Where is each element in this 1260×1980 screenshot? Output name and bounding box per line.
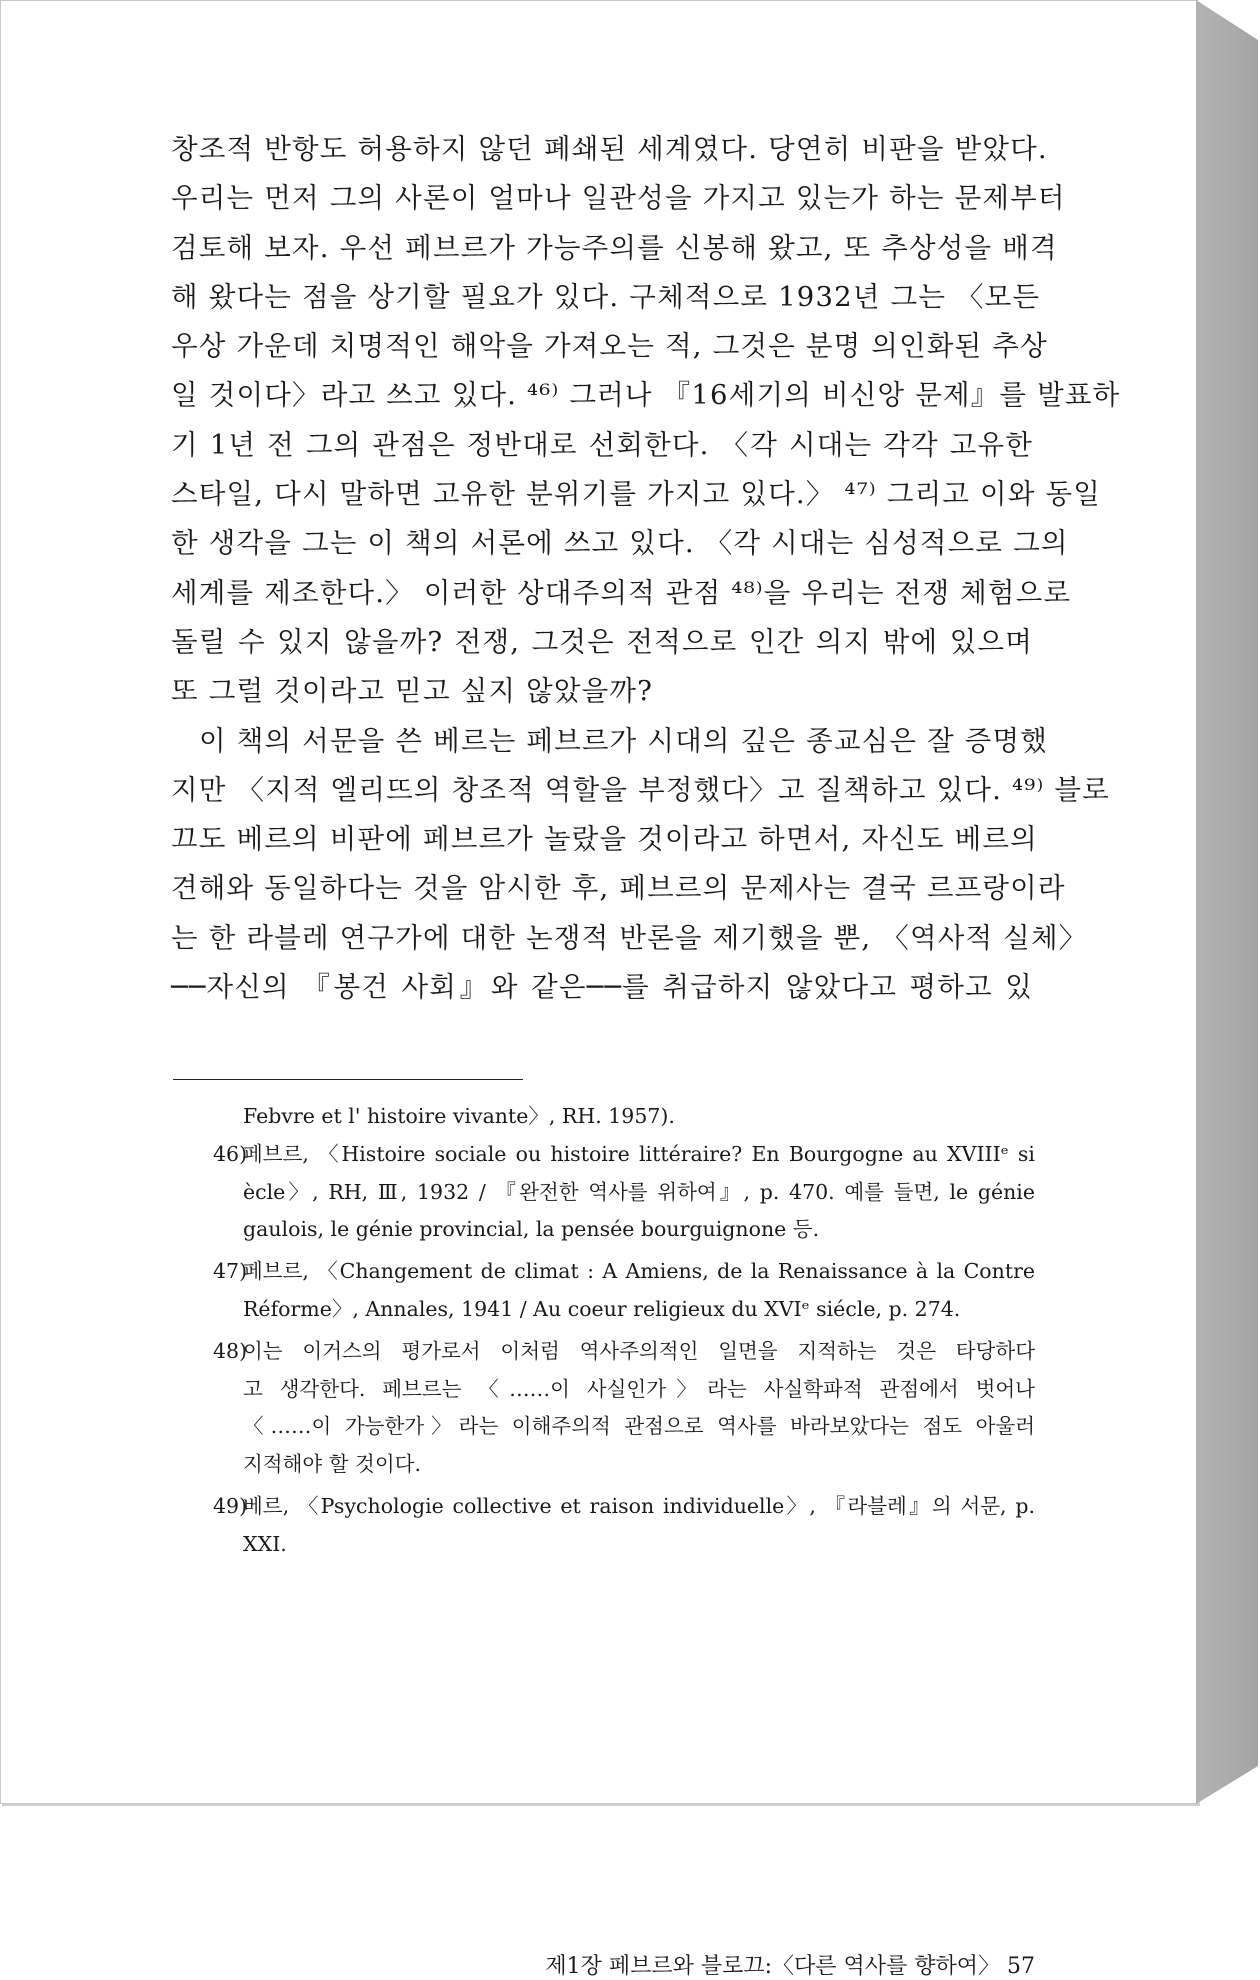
footnote-46 [213,1136,1035,1249]
footnote-line: 〈……이 가능한가〉라는 이해주의적 관점으로 역사를 바라보았다는 점도 아울러 [243,1414,1035,1439]
footnote-line: ècle〉, RH, Ⅲ, 1932 / 『완전한 역사를 위하여』, p. 470. 예를 들면, le génie [243,1179,1035,1204]
body-line: 세계를 제조한다.〉 이러한 상대주의적 관점 ⁴⁸⁾을 우리는 전쟁 체험으로 [171,576,1072,609]
body-line: 견해와 동일하다는 것을 암시한 후, 페브르의 문제사는 결국 르프랑이라 [171,872,1066,905]
footnote-48 [213,1333,1035,1484]
footnote-line: 페브르, 〈Histoire sociale ou histoire littéraire? En Bourgogne au XVIIIᵉ si [243,1141,1035,1166]
body-line: 지만 〈지적 엘리뜨의 창조적 역할을 부정했다〉고 질책하고 있다. ⁴⁹⁾ 블로 [171,773,1110,806]
footnote-line: 이는 이거스의 평가로서 이처럼 역사주의적인 일면을 지적하는 것은 타당하다 [243,1338,1035,1363]
body-line: 우리는 먼저 그의 사론이 얼마나 일관성을 가지고 있는가 하는 문제부터 [171,182,1066,215]
body-line: 끄도 베르의 비판에 페브르가 놀랐을 것이라고 하면서, 자신도 베르의 [171,823,1038,856]
footnote-line: 베르, 〈Psychologie collective et raison individuelle〉, 『라블레』의 서문, p. [243,1493,1035,1518]
body-line: 일 것이다〉라고 쓰고 있다. ⁴⁶⁾ 그러나 『16세기의 비신앙 문제』를 발표하 [171,379,1121,412]
footnotes [213,1098,1035,1564]
footnote-number: 47) [213,1259,248,1284]
footnote-line: gaulois, le génie provincial, la pensée bourguignone 등. [243,1217,820,1242]
body-line: 돌릴 수 있지 않을까? 전쟁, 그것은 전적으로 인간 의지 밖에 있으며 [171,625,1033,658]
footnote-continuation: Febvre et l' histoire vivante〉, RH. 1957). [243,1104,675,1128]
footnote-line: XXI. [243,1531,287,1556]
body-line: 검토해 보자. 우선 페브르가 가능주의를 신봉해 왔고, 또 추상성을 배격 [171,231,1058,264]
running-footer: 제1장 페브르와 블로끄:〈다른 역사를 향하여〉 57 [545,1954,1035,1979]
body-line: 기 1년 전 그의 관점은 정반대로 선회한다. 〈각 시대는 각각 고유한 [171,428,1033,461]
footnote-49 [213,1488,1035,1564]
footnote-line: Réforme〉, Annales, 1941 / Au coeur religieux du XVIᵉ siécle, p. 274. [243,1296,961,1321]
footnote-line: 고 생각한다. 페브르는 〈……이 사실인가〉라는 사실학파적 관점에서 벗어나 [243,1376,1035,1401]
footnote-rule [173,1079,523,1080]
body-line: 해 왔다는 점을 상기할 필요가 있다. 구체적으로 1932년 그는 〈모든 [171,280,1041,313]
footnote-number: 46) [213,1141,248,1166]
footnote-number: 49) [213,1493,248,1518]
body-line: 창조적 반항도 허용하지 않던 폐쇄된 세계였다. 당연히 비판을 받았다. [171,133,1048,165]
body-line: 또 그럴 것이라고 믿고 싶지 않았을까? [171,675,654,708]
body-line: 는 한 라블레 연구가에 대한 논쟁적 반론을 제기했을 뿐, 〈역사적 실체〉 [171,921,1088,954]
body-line: 한 생각을 그는 이 책의 서론에 쓰고 있다. 〈각 시대는 심성적으로 그의 [171,527,1069,560]
footnote-47 [213,1253,1035,1329]
footnote-number: 48) [213,1338,248,1363]
body-line: 스타일, 다시 말하면 고유한 분위기를 가지고 있다.〉 ⁴⁷⁾ 그리고 이와 동일 [171,478,1102,511]
footnote-line: 페브르, 〈Changement de climat : A Amiens, de la Renaissance à la Contre [243,1259,1035,1284]
footnote-line: 지적해야 할 것이다. [243,1452,421,1477]
body-line: ──자신의 『봉건 사회』와 같은──를 취급하지 않았다고 평하고 있 [171,971,1033,1004]
body-text [171,125,1121,1012]
book-spine-edge [1196,0,1258,1804]
body-line: 이 책의 서문을 쓴 베르는 페브르가 시대의 깊은 종교심은 잘 증명했 [199,724,1049,757]
body-line: 우상 가운데 치명적인 해악을 가져오는 적, 그것은 분명 의인화된 추상 [171,330,1048,363]
